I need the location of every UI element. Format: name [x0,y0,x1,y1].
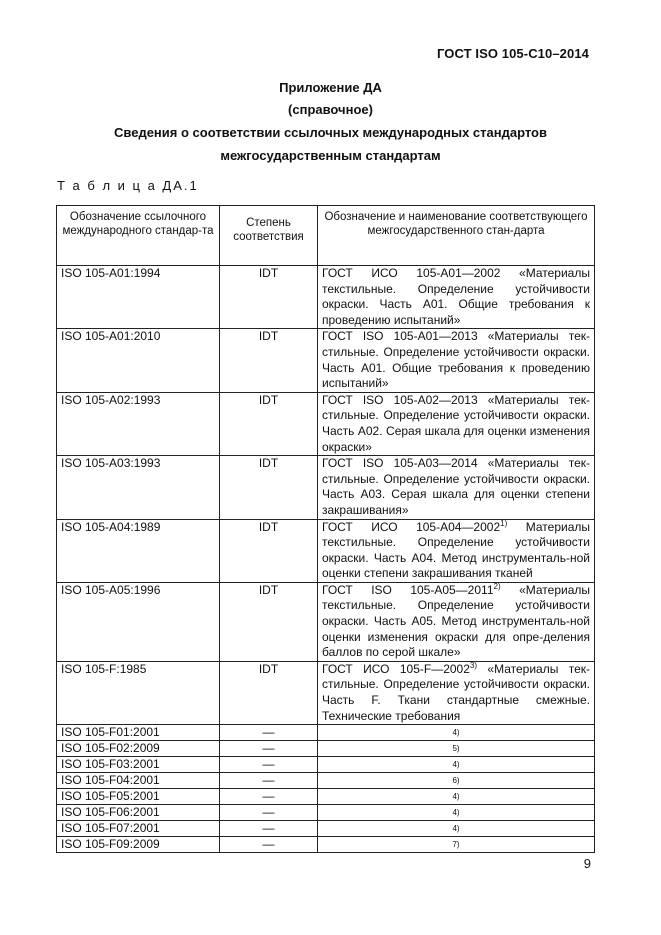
degree-cell: IDT [220,266,318,329]
table-row [57,805,595,821]
footnote-marker: 3) [469,660,478,670]
degree-cell: IDT [220,519,318,582]
standard-cell [318,519,595,582]
table-row [57,725,595,741]
column-header-standard: Обозначение и наименование соответствующего межгосударственного стан-дарта [318,206,595,266]
standard-designation: ГОСТ ИСО 105-А04—2002 [322,519,501,534]
ref-cell: ISO 105-F01:2001 [57,725,220,741]
table-header-row [57,206,595,266]
footnote-cell: 5) [318,741,595,757]
footnote-cell: 7) [318,837,595,853]
degree-cell: IDT [220,582,318,661]
standard-cell: ГОСТ ISO 105-A02—2013 «Материалы тек-стильные. Определение устойчивости окраски. Часть А02. Серая шкала для оценки изменения окраски» [318,392,595,455]
degree-cell: IDT [220,329,318,392]
standard-description: «Материалы текстильные. Определение устойчивости окраски. Часть А05. Метод инструменталь-ной оценки изменения окраски для опре-деления баллов по серой шкале» [322,582,590,660]
footnote-marker: 1) [500,518,508,528]
table-row [57,329,595,392]
standard-cell: ГОСТ ИСО 105-А01—2002 «Материалы текстильные. Определение устойчивости окраски. Часть А01. Общие требования к проведению испытаний» [318,266,595,329]
standard-designation: ГОСТ ИСО 105-F—2002 [322,661,470,676]
ref-cell: ISO 105-A04:1989 [57,519,220,582]
footnote-marker: 2) [493,581,501,591]
ref-cell: ISO 105-F02:2009 [57,741,220,757]
correspondence-table [56,205,595,853]
standard-description: «Материалы тек-стильные. Определение устойчивости окраски. Часть F. Ткани стандартные смежные. Технические требования [322,661,590,723]
footnote-cell: 4) [318,725,595,741]
footnote-cell: 4) [318,789,595,805]
ref-cell: ISO 105-F09:2009 [57,837,220,853]
standard-cell [318,582,595,661]
page-number: 9 [583,856,591,871]
table-row [57,837,595,853]
appendix-subtitle: (справочное) [288,102,373,117]
document-code-header: ГОСТ ISO 105-C10–2014 [436,46,589,61]
footnote-cell: 4) [318,757,595,773]
standard-description: Материалы текстильные. Определение устойчивости окраски. Часть А04. Метод инструменталь-ной оценки степени закрашивания тканей [322,519,590,581]
table-caption: Т а б л и ц а ДА.1 [57,178,199,193]
standard-cell: ГОСТ ISO 105-A01—2013 «Материалы тек-стильные. Определение устойчивости окраски. Часть А01. Общие требования к проведению испытаний» [318,329,595,392]
column-header-reference: Обозначение ссылочного международного стандар-та [57,206,220,266]
table-row [57,661,595,724]
ref-cell: ISO 105-F03:2001 [57,757,220,773]
appendix-heading-line2: межгосударственным стандартам [220,148,441,163]
table-row [57,582,595,661]
standard-designation: ГОСТ ISO 105-A05—2011 [322,582,494,597]
degree-cell: — [220,837,318,853]
footnote-cell: 4) [318,805,595,821]
ref-cell: ISO 105-F05:2001 [57,789,220,805]
table-row [57,773,595,789]
footnote-cell: 6) [318,773,595,789]
table-row [57,757,595,773]
footnote-cell: 4) [318,821,595,837]
degree-cell: — [220,805,318,821]
degree-cell: — [220,725,318,741]
table-row [57,456,595,519]
degree-cell: — [220,821,318,837]
degree-cell: — [220,757,318,773]
ref-cell: ISO 105-F:1985 [57,661,220,724]
appendix-heading-line1: Сведения о соответствии ссылочных международных стандартов [114,125,547,140]
table-row [57,821,595,837]
table-row [57,266,595,329]
table-row [57,789,595,805]
degree-cell: IDT [220,456,318,519]
table-row [57,519,595,582]
standard-cell [318,661,595,724]
degree-cell: IDT [220,661,318,724]
table-row [57,741,595,757]
column-header-degree: Степень соответствия [220,206,318,266]
degree-cell: — [220,773,318,789]
standard-cell: ГОСТ ISO 105-A03—2014 «Материалы тек-стильные. Определение устойчивости окраски. Часть А03. Серая шкала для оценки степени закрашивания» [318,456,595,519]
ref-cell: ISO 105-A05:1996 [57,582,220,661]
degree-cell: — [220,741,318,757]
ref-cell: ISO 105-F04:2001 [57,773,220,789]
ref-cell: ISO 105-A02:1993 [57,392,220,455]
table-row [57,392,595,455]
ref-cell: ISO 105-A03:1993 [57,456,220,519]
degree-cell: IDT [220,392,318,455]
ref-cell: ISO 105-A01:2010 [57,329,220,392]
ref-cell: ISO 105-A01:1994 [57,266,220,329]
ref-cell: ISO 105-F06:2001 [57,805,220,821]
degree-cell: — [220,789,318,805]
appendix-title: Приложение ДА [279,80,382,95]
ref-cell: ISO 105-F07:2001 [57,821,220,837]
